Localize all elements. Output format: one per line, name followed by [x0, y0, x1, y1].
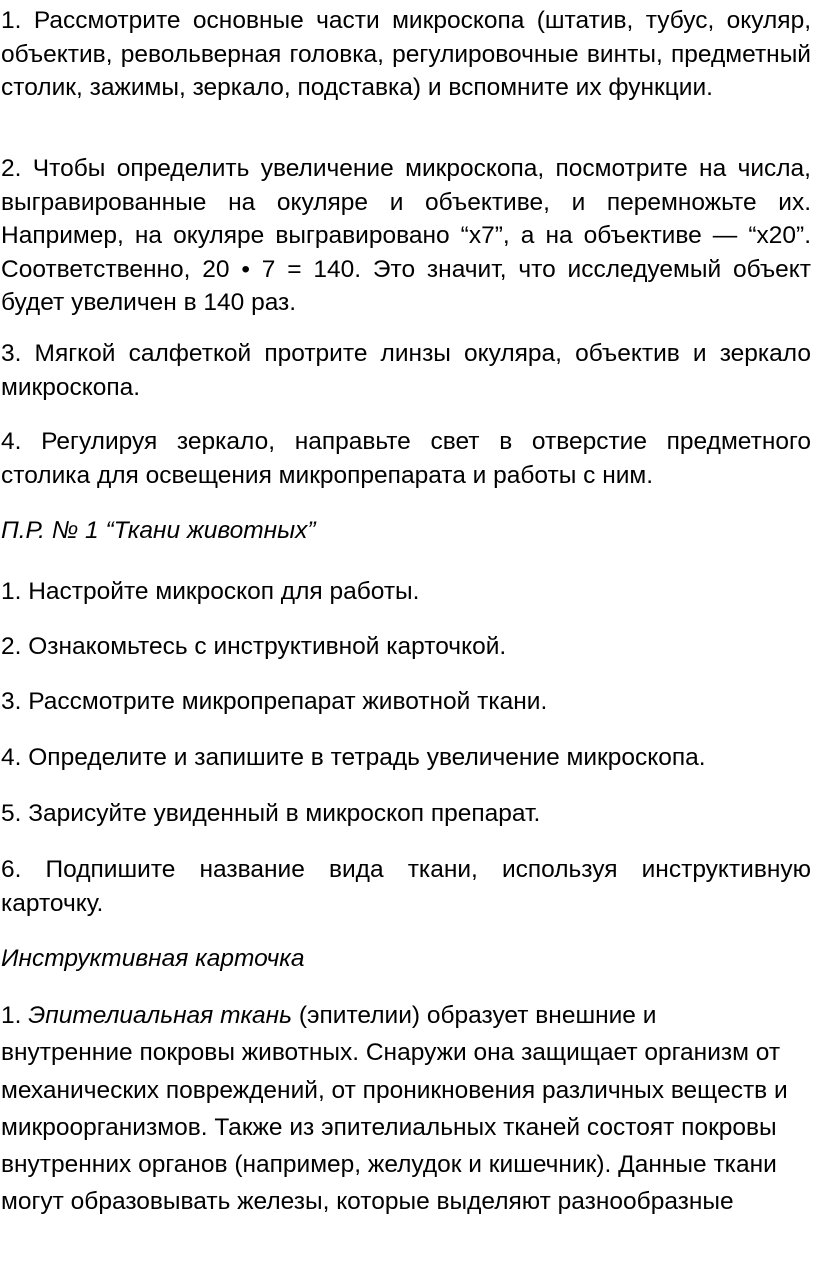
- item-number: 1.: [1, 1002, 22, 1029]
- intro-step-3: 3. Мягкой салфеткой протрите линзы окуляра, объектив и зеркало микроскопа.: [1, 340, 811, 401]
- instruction-card-item-1: [1, 997, 791, 1221]
- practical-step-3: 3. Рассмотрите микропрепарат животной ткани.: [1, 688, 548, 715]
- practical-step-2: 2. Ознакомьтесь с инструктивной карточкой.: [1, 633, 507, 660]
- practical-step-6: 6. Подпишите название вида ткани, используя инструктивную карточку.: [1, 856, 811, 917]
- intro-step-1: 1. Рассмотрите основные части микроскопа (штатив, тубус, окуляр, объектив, револьверная головка, регулировочные винты, предметный столик, зажимы, зеркало, подставка) и вспомните их функции.: [1, 7, 811, 101]
- practical-step-4: 4. Определите и запишите в тетрадь увеличение микроскопа.: [1, 744, 706, 771]
- intro-step-4: 4. Регулируя зеркало, направьте свет в отверстие предметного столика для освещения микропрепарата и работы с ним.: [1, 428, 811, 489]
- intro-step-2: 2. Чтобы определить увеличение микроскопа, посмотрите на числа, выгравированные на окуляре и объективе, и перемножьте их. Например, на окуляре выгравировано “х7”, а на объективе — “х20”. Соответственно, 20 • 7 = 140. Это значит, что исследуемый объект будет увеличен в 140 раз.: [1, 155, 811, 316]
- practical-step-1: 1. Настройте микроскоп для работы.: [1, 578, 420, 605]
- item-text: (эпителии) образует внешние и внутренние покровы животных. Снаружи она защищает организм от механических повреждений, от проникновения различных веществ и микроорганизмов. Также из эпителиальных тканей состоят покровы внутренних органов (например, желудок и кишечник). Данные ткани могут образовывать железы, которые выделяют разнообразные: [1, 1002, 788, 1216]
- practical-work-title: П.Р. № 1 “Ткани животных”: [1, 517, 316, 544]
- instruction-card-title: Инструктивная карточка: [1, 945, 305, 972]
- practical-step-5: 5. Зарисуйте увиденный в микроскоп препарат.: [1, 800, 541, 827]
- item-term: Эпителиальная ткань: [28, 1002, 293, 1029]
